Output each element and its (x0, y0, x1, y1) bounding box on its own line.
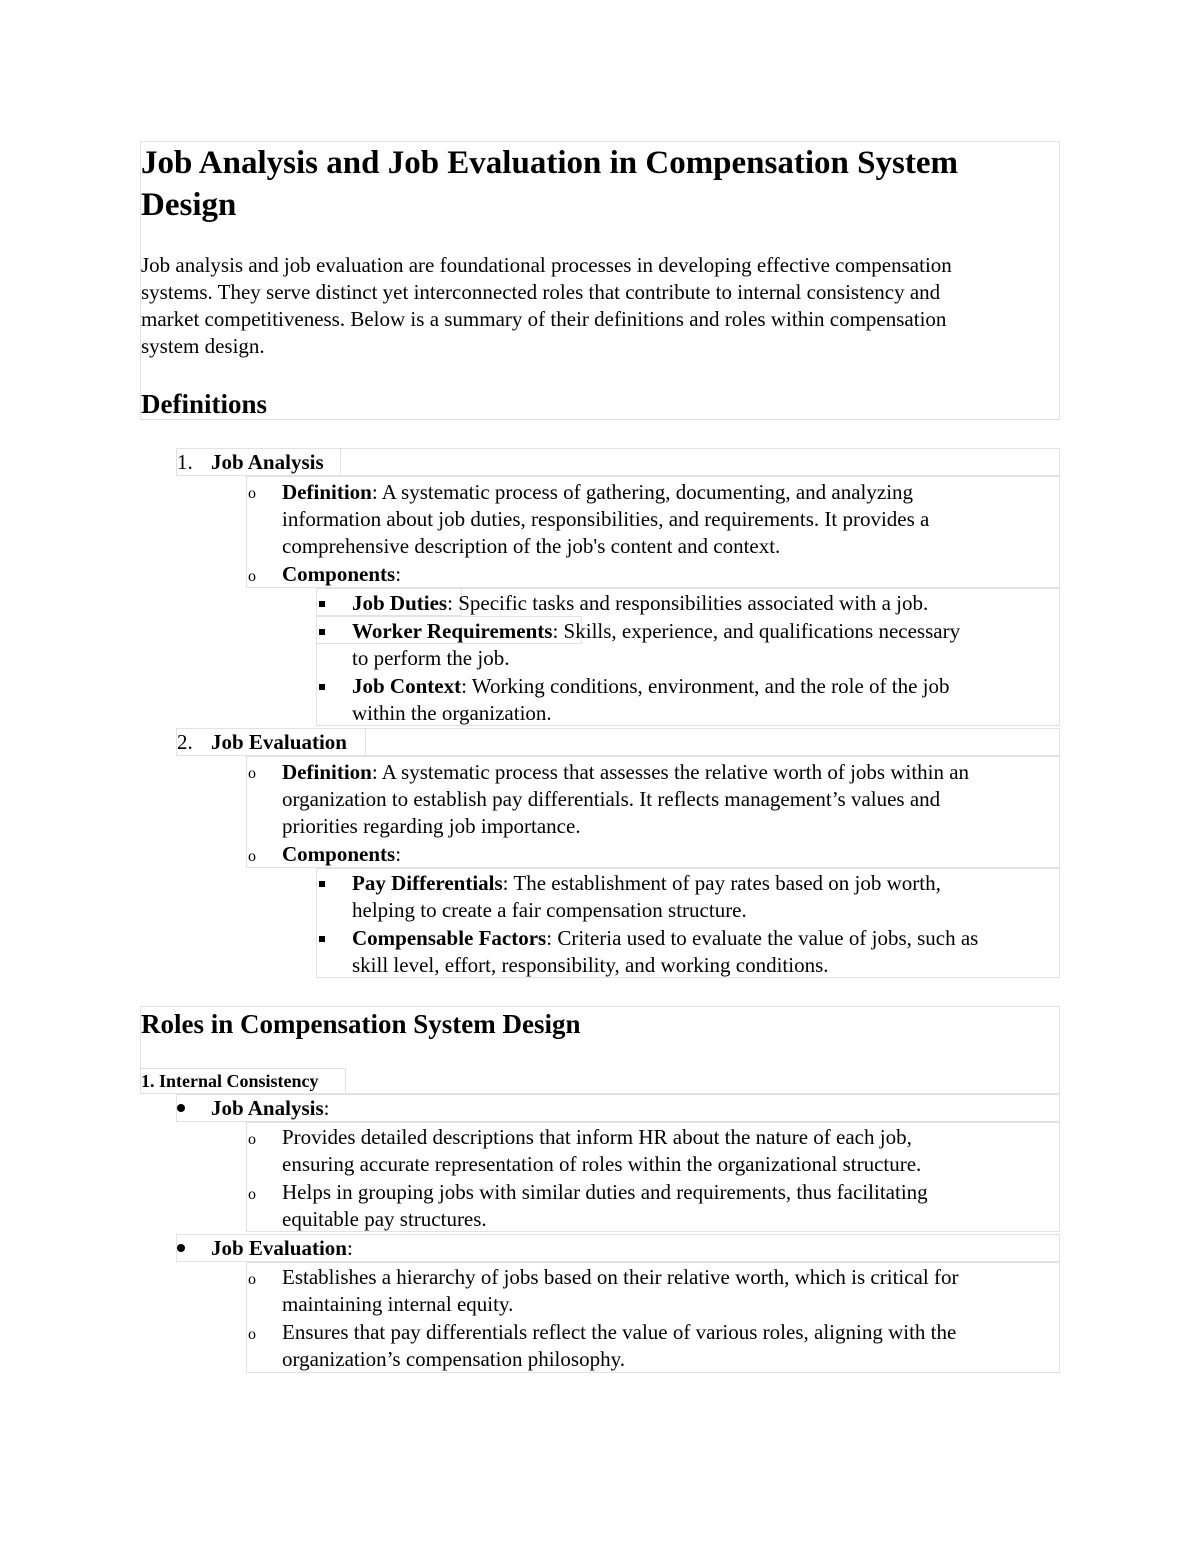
compensable-factors-line-1: Compensable Factors: Criteria used to evaluate the value of jobs, such as (352, 926, 979, 950)
job-context-line-2: within the organization. (352, 701, 552, 725)
roles-job-evaluation-point-1-line-2: maintaining internal equity. (282, 1292, 514, 1316)
job-analysis-components-label: Components: (282, 562, 402, 586)
pay-differentials-line-2: helping to create a fair compensation structure. (352, 898, 747, 922)
circle-bullet-icon: o (248, 765, 256, 782)
roles-job-evaluation-point-2-line-1: Ensures that pay differentials reflect the value of various roles, aligning with the (282, 1320, 957, 1344)
bullet-icon (177, 1104, 185, 1112)
job-analysis-definition-line-3: comprehensive description of the job's content and context. (282, 534, 781, 558)
roles-job-evaluation-point-2-line-2: organization’s compensation philosophy. (282, 1347, 625, 1371)
circle-bullet-icon: o (248, 485, 256, 502)
circle-bullet-icon: o (248, 1271, 256, 1288)
roles-heading: Roles in Compensation System Design (141, 1009, 581, 1039)
roles-job-analysis-point-2-line-2: equitable pay structures. (282, 1207, 487, 1231)
roles-job-evaluation-label: Job Evaluation: (211, 1236, 353, 1260)
compensable-factors-line-2: skill level, effort, responsibility, and working conditions. (352, 953, 829, 977)
square-bullet-icon (319, 881, 325, 887)
roles-job-analysis-point-1-line-1: Provides detailed descriptions that inform HR about the nature of each job, (282, 1125, 912, 1149)
square-bullet-icon (319, 601, 325, 607)
circle-bullet-icon: o (248, 848, 256, 865)
job-evaluation-definition-line-3: priorities regarding job importance. (282, 814, 581, 838)
square-bullet-icon (319, 684, 325, 690)
roles-job-analysis-point-2-line-1: Helps in grouping jobs with similar duties and requirements, thus facilitating (282, 1180, 928, 1204)
circle-bullet-icon: o (248, 1326, 256, 1343)
roles-job-analysis-label: Job Analysis: (211, 1096, 330, 1120)
job-evaluation-components-label: Components: (282, 842, 402, 866)
square-bullet-icon (319, 936, 325, 942)
job-analysis-definition-line-1: Definition: A systematic process of gathering, documenting, and analyzing (282, 480, 914, 504)
job-context-line-1: Job Context: Working conditions, environment, and the role of the job (352, 674, 950, 698)
list-number-2: 2. (177, 730, 193, 754)
job-analysis-title: Job Analysis (211, 450, 324, 474)
definitions-heading: Definitions (141, 389, 268, 419)
job-evaluation-definition-line-2: organization to establish pay differentials. It reflects management’s values and (282, 787, 941, 811)
bullet-icon (177, 1244, 185, 1252)
intro-paragraph-line-2: systems. They serve distinct yet interconnected roles that contribute to internal consistency and (141, 280, 941, 304)
internal-consistency-heading: 1. Internal Consistency (141, 1071, 319, 1091)
circle-bullet-icon: o (248, 568, 256, 585)
worker-requirements-line-2: to perform the job. (352, 646, 510, 670)
pay-differentials-line-1: Pay Differentials: The establishment of pay rates based on job worth, (352, 871, 941, 895)
roles-job-analysis-point-1-line-2: ensuring accurate representation of roles within the organizational structure. (282, 1152, 922, 1176)
job-evaluation-definition-line-1: Definition: A systematic process that assesses the relative worth of jobs within an (282, 760, 970, 784)
page-title-line-2: Design (141, 187, 237, 223)
square-bullet-icon (319, 629, 325, 635)
job-duties-line-1: Job Duties: Specific tasks and responsibilities associated with a job. (352, 591, 929, 615)
job-evaluation-title: Job Evaluation (211, 730, 347, 754)
circle-bullet-icon: o (248, 1186, 256, 1203)
job-analysis-definition-line-2: information about job duties, responsibilities, and requirements. It provides a (282, 507, 930, 531)
list-number-1: 1. (177, 450, 193, 474)
worker-requirements-line-1: Worker Requirements: Skills, experience, and qualifications necessary (352, 619, 961, 643)
page-title-line-1: Job Analysis and Job Evaluation in Compensation System (141, 145, 958, 181)
intro-paragraph-line-1: Job analysis and job evaluation are foundational processes in developing effective compensation (141, 253, 952, 277)
roles-job-evaluation-point-1-line-1: Establishes a hierarchy of jobs based on their relative worth, which is critical for (282, 1265, 959, 1289)
intro-paragraph-line-4: system design. (141, 334, 265, 358)
circle-bullet-icon: o (248, 1131, 256, 1148)
intro-paragraph-line-3: market competitiveness. Below is a summary of their definitions and roles within compensation (141, 307, 947, 331)
